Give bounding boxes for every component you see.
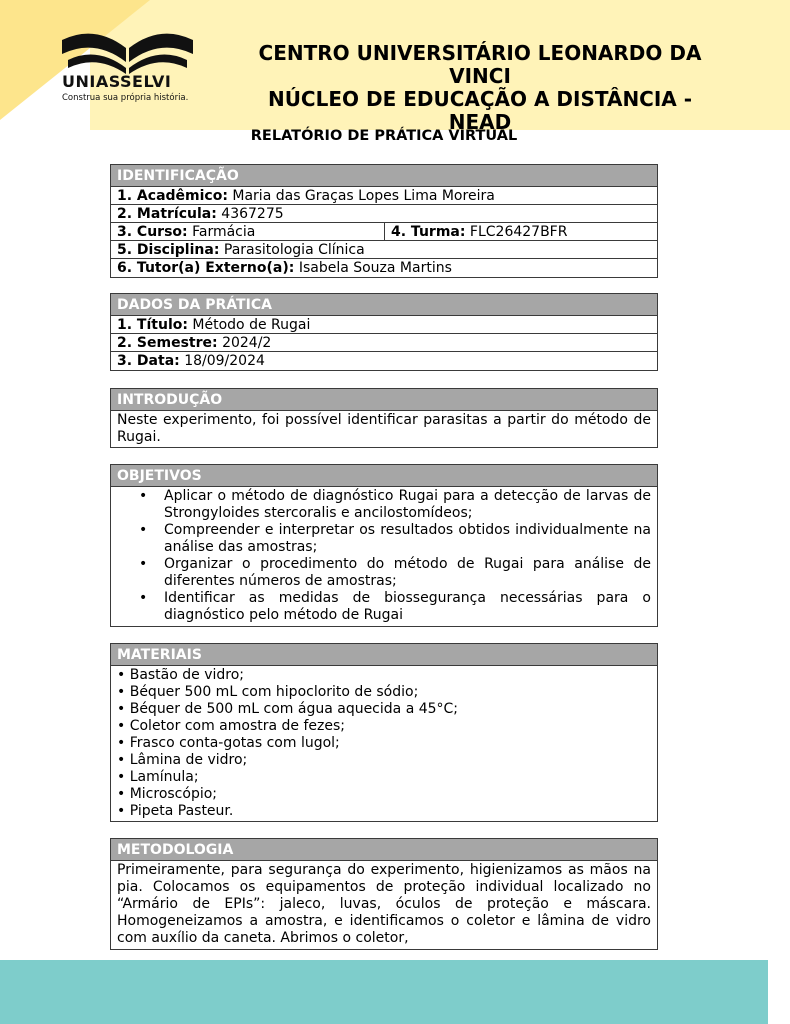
section-title: IDENTIFICAÇÃO — [111, 165, 657, 187]
section-title: INTRODUÇÃO — [111, 389, 657, 411]
row-tutor — [111, 259, 657, 277]
section-title: MATERIAIS — [111, 644, 657, 666]
field-value: FLC26427BFR — [469, 224, 568, 240]
field-label: 5. Disciplina: — [117, 242, 220, 258]
list-item: • Identificar as medidas de biossegurança necessárias para o diagnóstico pelo método de Rugai — [139, 590, 651, 623]
section-title: METODOLOGIA — [111, 839, 657, 861]
bullet-icon: • — [139, 556, 148, 572]
bullet-icon: • — [139, 590, 148, 606]
institution-name: CENTRO UNIVERSITÁRIO LEONARDO DA VINCI — [258, 41, 702, 88]
introducao-text: Neste experimento, foi possível identificar parasitas a partir do método de Rugai. — [117, 412, 651, 445]
section-metodologia — [110, 838, 658, 950]
field-label: 3. Curso: — [117, 224, 188, 240]
field-value: 18/09/2024 — [184, 353, 265, 369]
section-title: DADOS DA PRÁTICA — [111, 294, 657, 316]
row-curso-turma — [111, 223, 657, 241]
cell-turma — [385, 223, 657, 240]
field-label: 2. Matrícula: — [117, 206, 217, 222]
field-label: 3. Data: — [117, 353, 180, 369]
bullet-icon: • — [139, 488, 148, 504]
brand-tagline: Construa sua própria história. — [62, 93, 189, 103]
list-item: • Pipeta Pasteur. — [117, 803, 234, 819]
list-item: • Lamínula; — [117, 769, 199, 785]
row-academico — [111, 187, 657, 205]
list-item: • Coletor com amostra de fezes; — [117, 718, 345, 734]
cell-curso — [111, 223, 385, 240]
list-item: • Frasco conta-gotas com lugol; — [117, 735, 340, 751]
field-value: 2024/2 — [222, 335, 272, 351]
list-item: • Microscópio; — [117, 786, 218, 802]
field-value: 4367275 — [221, 206, 284, 222]
section-objetivos — [110, 464, 658, 627]
list-item: • Organizar o procedimento do método de Rugai para análise de diferentes números de amostras; — [139, 556, 651, 589]
footer-bar — [0, 960, 768, 1024]
field-value: Farmácia — [192, 224, 256, 240]
list-item: • Béquer 500 mL com hipoclorito de sódio; — [117, 684, 419, 700]
field-value: Isabela Souza Martins — [298, 260, 452, 276]
field-value: Método de Rugai — [192, 317, 311, 333]
field-value: Parasitologia Clínica — [223, 242, 365, 258]
institution-header — [240, 41, 720, 134]
materiais-list — [111, 666, 657, 821]
row-disciplina — [111, 241, 657, 259]
metodologia-text: Primeiramente, para segurança do experimento, higienizamos as mãos na pia. Colocamos os equipamentos de proteção individual localizado no “Armário de EPIs”: jaleco, luvas, óculos de proteção e máscara. Homogeneizamos a amostra, e identificamos o coletor e lâmina de vidro com auxílio da caneta. Abrimos o coletor, — [117, 862, 651, 946]
section-dados-pratica — [110, 293, 658, 371]
section-title: OBJETIVOS — [111, 465, 657, 487]
list-item: • Aplicar o método de diagnóstico Rugai para a detecção de larvas de Strongyloides stercoralis e ancilostomídeos; — [139, 488, 651, 521]
field-label: 6. Tutor(a) Externo(a): — [117, 260, 295, 276]
section-introducao — [110, 388, 658, 448]
list-item: • Lâmina de vidro; — [117, 752, 248, 768]
institution-unit: NÚCLEO DE EDUCAÇÃO A DISTÂNCIA - NEAD — [267, 87, 693, 134]
list-item: • Compreender e interpretar os resultados obtidos individualmente na análise das amostras; — [139, 522, 651, 555]
field-label: 1. Acadêmico: — [117, 188, 228, 204]
brand-name: UNIASSELVI — [62, 72, 172, 91]
objetivos-list — [111, 487, 657, 626]
field-value: Maria das Graças Lopes Lima Moreira — [232, 188, 495, 204]
bullet-icon: • — [139, 522, 148, 538]
row-matricula — [111, 205, 657, 223]
row-semestre — [111, 334, 657, 352]
list-item: • Béquer de 500 mL com água aquecida a 45°C; — [117, 701, 459, 717]
section-materiais — [110, 643, 658, 822]
section-identificacao — [110, 164, 658, 278]
field-label: 4. Turma: — [391, 224, 466, 240]
report-title: RELATÓRIO DE PRÁTICA VIRTUAL — [250, 128, 518, 144]
field-label: 2. Semestre: — [117, 335, 218, 351]
row-titulo — [111, 316, 657, 334]
field-label: 1. Título: — [117, 317, 188, 333]
list-item: • Bastão de vidro; — [117, 667, 245, 683]
row-data — [111, 352, 657, 370]
